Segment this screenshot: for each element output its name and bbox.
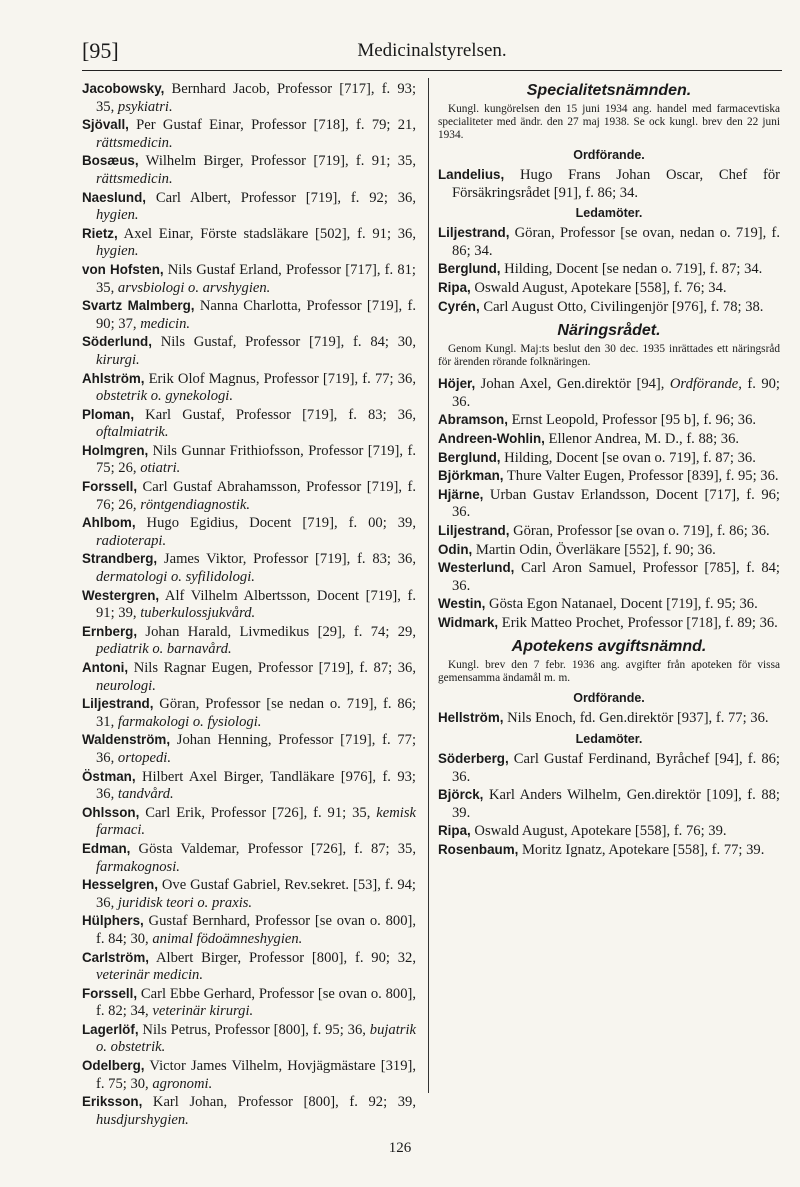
entry-specialty: farmakognosi.: [96, 858, 180, 875]
entry-specialty: farmakologi o. fysiologi.: [117, 713, 262, 730]
list-item: [438, 822, 780, 841]
entry-name: Rietz,: [82, 225, 118, 241]
entry-specialty: medicin.: [140, 315, 191, 332]
entry-name: Liljestrand,: [82, 696, 154, 712]
entry-name: Jacobowsky,: [82, 81, 165, 96]
entry-specialty: kirurgi.: [96, 351, 140, 368]
entry-name: Forssell,: [82, 479, 138, 495]
entry-specialty: veterinär medicin.: [96, 967, 203, 984]
list-item: [82, 1021, 416, 1057]
entry-specialty: obstetrik o. gynekologi.: [96, 388, 233, 405]
entry-name: Ahlbom,: [82, 515, 136, 531]
running-title: Medicinalstyrelsen.: [357, 40, 507, 61]
entry-details: Göran, Professor [se ovan o. 719], f. 86; 36.: [509, 522, 770, 539]
section-title-apotekens-avgiftsnamnd: Apotekens avgiftsnämnd.: [511, 638, 707, 656]
list-item: [82, 587, 416, 623]
page-header: [82, 38, 782, 68]
entry-details: Oswald August, Apotekare [558], f. 76; 39.: [470, 823, 727, 840]
entry-specialty: animal födoämneshygien.: [152, 930, 303, 947]
section-title-specialitetsnamnden: Specialitetsnämnden.: [526, 82, 692, 99]
entry-name: Östman,: [82, 768, 136, 784]
list-item: [82, 370, 416, 406]
list-item: [438, 411, 780, 430]
entry-details: Per Gustaf Einar, Professor [718], f. 79; 21,: [128, 117, 416, 134]
subheading-members: Ledamöter.: [575, 732, 643, 747]
entry-specialty: otiatri.: [140, 460, 181, 477]
section-note: Genom Kungl. Maj:ts beslut den 30 dec. 1935 inrättades ett näringsråd för ärenden rörande folknäringen.: [438, 343, 780, 369]
list-item: [82, 840, 416, 876]
entry-name: Carlström,: [82, 949, 149, 965]
list-item: [82, 189, 416, 225]
entry-name: Hesselgren,: [82, 877, 158, 893]
entry-specialty: rättsmedicin.: [96, 134, 173, 151]
entry-details: Erik Olof Magnus, Professor [719], f. 77; 36,: [144, 370, 416, 387]
list-item: [438, 614, 780, 633]
entry-details: Carl Erik, Professor [726], f. 91; 35,: [139, 804, 377, 821]
list-item: [82, 406, 416, 442]
entry-name: Widmark,: [438, 614, 499, 630]
list-item: [438, 595, 780, 614]
entry-name: Hjärne,: [438, 486, 484, 502]
entry-specialty: arvsbiologi o. arvshygien.: [117, 279, 271, 296]
list-item: [438, 522, 780, 541]
entry-name: Odelberg,: [82, 1058, 145, 1074]
entry-name: Björck,: [438, 787, 484, 803]
entry-specialty: dermatologi o. syfilidologi.: [96, 569, 255, 586]
entry-name: Waldenström,: [82, 732, 171, 748]
entry-details: Ernst Leopold, Professor [95 b], f. 96; 36.: [507, 412, 757, 429]
entry-details: Göran, Professor [se ovan, nedan o. 719], f. 86; 34.: [452, 225, 780, 259]
entry-details: Carl Ebbe Gerhard, Professor [se ovan o. 800], f. 82; 34,: [96, 985, 416, 1020]
entry-specialty: radioterapi.: [96, 532, 167, 549]
entry-name: Ripa,: [438, 823, 471, 839]
list-item: [82, 514, 416, 550]
entry-name: Rosenbaum,: [438, 842, 519, 858]
entry-name: Westin,: [438, 596, 486, 612]
list-item: [438, 449, 780, 468]
entry-name: Björkman,: [438, 468, 504, 484]
section-title-naringsradet: Näringsrådet.: [557, 322, 661, 340]
entry-name: Berglund,: [438, 261, 501, 277]
entry-name: Hellström,: [438, 710, 504, 726]
list-item: [82, 478, 416, 514]
left-column: [82, 80, 416, 1129]
entry-details: Nanna Charlotta, Professor [719], f. 90; 37,: [96, 298, 416, 332]
entry-details: James Viktor, Professor [719], f. 83; 36,: [157, 551, 416, 568]
list-item: [438, 467, 780, 486]
list-item: [438, 224, 780, 260]
entry-tail: f. 90; 36.: [452, 376, 780, 410]
entry-details: Karl Johan, Professor [800], f. 92; 39,: [142, 1094, 416, 1111]
entry-name: Ripa,: [438, 279, 471, 295]
entry-specialty: husdjurshygien.: [96, 1111, 189, 1128]
entry-specialty: bujatrik o. obstetrik.: [96, 1021, 416, 1056]
list-item: [82, 876, 416, 912]
list-item: [438, 260, 780, 279]
entry-details: Johan Harald, Livmedikus [29], f. 74; 29,: [137, 623, 416, 640]
entry-details: Carl August Otto, Civilingenjör [976], f. 78; 38.: [479, 298, 764, 315]
entry-details: Johan Henning, Professor [719], f. 77; 36,: [96, 732, 416, 766]
entry-name: Andreen-Wohlin,: [438, 430, 545, 446]
entry-name: Ernberg,: [82, 623, 138, 639]
entry-name: Liljestrand,: [438, 522, 510, 538]
entry-list: [438, 709, 780, 728]
header-rule: [82, 70, 782, 71]
entry-details: Carl Gustaf Ferdinand, Byråchef [94], f. 86; 36.: [452, 751, 780, 785]
entry-specialty: hygien.: [96, 207, 139, 224]
entry-specialty: röntgendiagnostik.: [140, 496, 251, 513]
entry-list: [438, 750, 780, 860]
entry-details: Ellenor Andrea, M. D., f. 88; 36.: [544, 430, 740, 447]
entry-name: Söderlund,: [82, 334, 152, 350]
entry-details: Hilding, Docent [se ovan o. 719], f. 87; 36.: [500, 449, 756, 466]
entry-specialty: veterinär kirurgi.: [152, 1003, 254, 1020]
entry-name: Abramson,: [438, 412, 508, 428]
entry-name: Eriksson,: [82, 1094, 143, 1110]
list-item: [82, 152, 416, 188]
page-reference: [95]: [82, 38, 119, 63]
entry-details: Nils Gunnar Frithiofsson, Professor [719], f. 75; 26,: [96, 442, 416, 477]
entry-name: Söderberg,: [438, 751, 509, 767]
list-item: [438, 166, 780, 202]
entry-name: Landelius,: [438, 167, 505, 182]
entry-details: Gösta Valdemar, Professor [726], f. 87; 35,: [130, 840, 416, 857]
entry-details: Axel Einar, Förste stadsläkare [502], f. 91; 36,: [117, 225, 416, 242]
entry-name: Holmgren,: [82, 442, 149, 458]
entry-details: Urban Gustav Erlandsson, Docent [717], f. 96; 36.: [452, 486, 780, 521]
list-item: [82, 985, 416, 1021]
entry-details: Carl Gustaf Abrahamsson, Professor [719], f. 76; 26,: [96, 479, 416, 513]
section-note: Kungl. kungörelsen den 15 juni 1934 ang. handel med farmacevtiska specialiteter med ändr. den 27 maj 1938. Se ock kungl. brev den 22 juni 1934.: [438, 103, 780, 141]
entry-details: Hugo Frans Johan Oscar, Chef för Försäkringsrådet [91], f. 86; 34.: [452, 167, 780, 201]
entry-details: Hilding, Docent [se nedan o. 719], f. 87; 34.: [500, 261, 763, 278]
entry-specialty: psykiatri.: [117, 98, 173, 115]
list-item: [82, 1093, 416, 1129]
entry-specialty: juridisk teori o. praxis.: [117, 894, 253, 911]
entry-name: Ohlsson,: [82, 804, 140, 820]
list-item: [82, 442, 416, 478]
entry-details: Victor James Vilhelm, Hovjägmästare [319], f. 75; 30,: [96, 1058, 416, 1092]
entry-details: Carl Albert, Professor [719], f. 92; 36,: [146, 189, 416, 206]
entry-list: [438, 224, 780, 316]
entry-specialty: pediatrik o. barnavård.: [96, 641, 232, 658]
entry-name: Strandberg,: [82, 551, 158, 567]
right-column: [438, 80, 780, 860]
entry-list: [438, 166, 780, 202]
list-item: [82, 1057, 416, 1093]
entry-details: Carl Aron Samuel, Professor [785], f. 84; 36.: [452, 560, 780, 594]
entry-specialty: Ordförande,: [669, 376, 742, 393]
entry-specialty: oftalmiatrik.: [96, 424, 169, 441]
entry-specialty: neurologi.: [96, 677, 156, 694]
list-item: [438, 279, 780, 298]
entry-details: Wilhelm Birger, Professor [719], f. 91; 35,: [138, 153, 416, 170]
list-item: [438, 541, 780, 560]
entry-details: Moritz Ignatz, Apotekare [558], f. 77; 39.: [518, 842, 765, 859]
entry-details: Karl Anders Wilhelm, Gen.direktör [109], f. 88; 39.: [452, 787, 780, 821]
entry-specialty: kemisk farmaci.: [96, 804, 416, 839]
entry-name: Westerlund,: [438, 560, 515, 576]
entry-name: Sjövall,: [82, 117, 129, 133]
entry-details: Ove Gustaf Gabriel, Rev.sekret. [53], f. 94; 36,: [96, 877, 416, 911]
entry-details: Nils Ragnar Eugen, Professor [719], f. 87; 36,: [128, 660, 416, 676]
entry-details: Karl Gustaf, Professor [719], f. 83; 36,: [134, 406, 416, 423]
list-item: [82, 80, 416, 116]
list-item: [438, 559, 780, 595]
entry-details: Nils Gustaf Erland, Professor [717], f. 81; 35,: [96, 261, 416, 296]
entry-specialty: tandvård.: [117, 786, 174, 803]
entry-name: Ahlström,: [82, 370, 145, 386]
entry-name: Ploman,: [82, 406, 135, 422]
entry-details: Hilbert Axel Birger, Tandläkare [976], f. 93; 36,: [96, 768, 416, 803]
page-number: 126: [388, 1140, 412, 1156]
entry-name: Westergren,: [82, 587, 160, 603]
subheading-members: Ledamöter.: [575, 206, 643, 221]
list-item: [438, 375, 780, 411]
entry-details: Gösta Egon Natanael, Docent [719], f. 95; 36.: [485, 596, 758, 613]
list-item: [82, 550, 416, 586]
list-item: [82, 297, 416, 333]
entry-name: Naeslund,: [82, 189, 146, 205]
entry-specialty: hygien.: [96, 243, 139, 260]
entry-details: Nils Petrus, Professor [800], f. 95; 36,: [138, 1021, 370, 1038]
entry-name: Svartz Malmberg,: [82, 298, 195, 314]
entry-details: Alf Vilhelm Albertsson, Docent [719], f. 91; 39,: [96, 587, 416, 622]
entry-name: Lagerlöf,: [82, 1021, 139, 1037]
entry-details: Hugo Egidius, Docent [719], f. 00; 39,: [135, 515, 416, 532]
list-item: [82, 261, 416, 297]
list-item: [438, 786, 780, 822]
list-item: [82, 333, 416, 369]
entry-name: Odin,: [438, 541, 473, 557]
entry-details: Nils Gustaf, Professor [719], f. 84; 30,: [151, 334, 416, 351]
entry-list: [438, 375, 780, 632]
entry-name: Höjer,: [438, 376, 476, 392]
entry-details: Erik Matteo Prochet, Professor [718], f. 89; 36.: [498, 614, 778, 631]
list-item: [82, 659, 416, 695]
entry-name: Forssell,: [82, 985, 138, 1001]
entry-name: Liljestrand,: [438, 225, 510, 241]
list-item: [82, 912, 416, 948]
entry-name: Bosæus,: [82, 153, 139, 169]
list-item: [438, 430, 780, 449]
subheading-chair: Ordförande.: [573, 148, 645, 162]
list-item: [82, 225, 416, 261]
entry-name: Edman,: [82, 840, 131, 856]
list-item: [82, 804, 416, 840]
column-divider: [428, 78, 429, 1093]
entry-specialty: rättsmedicin.: [96, 170, 173, 187]
entry-details: Gustaf Bernhard, Professor [se ovan o. 800], f. 84; 30,: [96, 913, 416, 947]
entry-details: Albert Birger, Professor [800], f. 90; 32,: [148, 949, 416, 966]
subheading-chair: Ordförande.: [573, 691, 645, 706]
entry-details: Nils Enoch, fd. Gen.direktör [937], f. 77; 36.: [503, 710, 769, 727]
entry-name: von Hofsten,: [82, 261, 164, 277]
list-item: [438, 298, 780, 317]
entry-name: Antoni,: [82, 660, 129, 675]
list-item: [82, 949, 416, 985]
entry-details: Göran, Professor [se nedan o. 719], f. 86; 31,: [96, 696, 416, 730]
entry-specialty: ortopedi.: [117, 749, 171, 766]
entry-name: Berglund,: [438, 449, 501, 465]
entry-specialty: agronomi.: [152, 1075, 213, 1092]
entry-details: Oswald August, Apotekare [558], f. 76; 34.: [470, 279, 727, 296]
list-item: [438, 709, 780, 728]
entry-details: Bernhard Jacob, Professor [717], f. 93; 35,: [96, 81, 416, 115]
list-item: [82, 623, 416, 659]
list-item: [438, 486, 780, 522]
entry-specialty: tuberkulossjukvård.: [140, 605, 256, 622]
entry-name: Cyrén,: [438, 298, 480, 314]
section-note: Kungl. brev den 7 febr. 1936 ang. avgifter från apoteken för vissa gemensamma ändamål m. m.: [438, 659, 780, 685]
entry-details: Martin Odin, Överläkare [552], f. 90; 36.: [472, 541, 716, 558]
list-item: [82, 695, 416, 731]
entry-name: Hülphers,: [82, 913, 144, 929]
list-item: [82, 731, 416, 767]
list-item: [82, 768, 416, 804]
list-item: [438, 750, 780, 786]
list-item: [82, 116, 416, 152]
list-item: [438, 841, 780, 860]
entry-details: Johan Axel, Gen.direktör [94],: [475, 376, 670, 393]
entry-details: Thure Valter Eugen, Professor [839], f. 95; 36.: [503, 468, 779, 485]
